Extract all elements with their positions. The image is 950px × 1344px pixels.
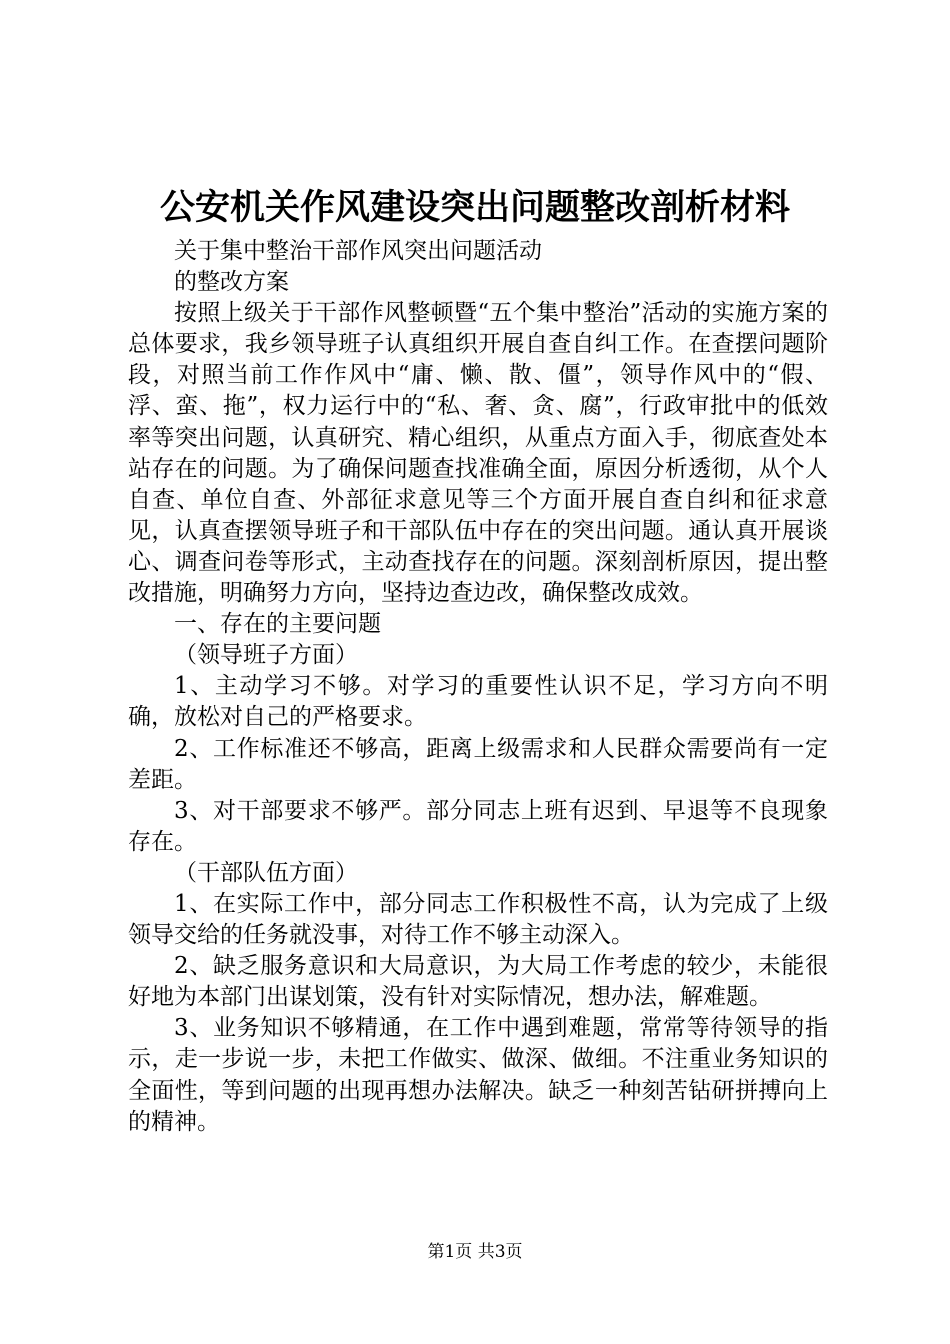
section-heading-main-problems: 一、存在的主要问题: [174, 611, 381, 638]
subsection-heading-cadres: （干部队伍方面）: [174, 859, 358, 886]
document-body: [128, 236, 828, 1138]
paragraph-cadres-item-2: 2、缺乏服务意识和大局意识，为大局工作考虑的较少，未能很好地为本部门出谋划策，没有针对实际情况，想办法，解难题。: [128, 953, 828, 1011]
paragraph-leadership-item-1: 1、主动学习不够。对学习的重要性认识不足，学习方向不明确，放松对自己的严格要求。: [128, 673, 828, 731]
subsection-heading-leadership: （领导班子方面）: [174, 642, 358, 669]
paragraph-cadres-item-1: 1、在实际工作中，部分同志工作积极性不高，认为完成了上级领导交给的任务就没事，对待工作不够主动深入。: [128, 890, 828, 949]
paragraph-leadership-item-3: 3、对干部要求不够严。部分同志上班有迟到、早退等不良现象存在。: [128, 797, 828, 855]
page-number-footer: 第1页 共3页: [427, 1242, 523, 1262]
document-title: 公安机关作风建设突出问题整改剖析材料: [159, 187, 790, 228]
subtitle-line-2: 的整改方案: [174, 269, 289, 296]
paragraph-intro: 按照上级关于干部作风整顿暨“五个集中整治”活动的实施方案的总体要求，我乡领导班子认真组织开展自查自纠工作。在查摆问题阶段，对照当前工作作风中“庸、懒、散、僵”，领导作风中的“假、浮、蛮、拖”，权力运行中的“私、奢、贪、腐”，行政审批中的低效率等突出问题，认真研究、精心组织，从重点方面入手，彻底查处本站存在的问题。为了确保问题查找准确全面，原因分析透彻，从个人自查、单位自查、外部征求意见等三个方面开展自查自纠和征求意见，认真查摆领导班子和干部队伍中存在的突出问题。通认真开展谈心、调查问卷等形式，主动查找存在的问题。深刻剖析原因，提出整改措施，明确努力方向，坚持边查边改，确保整改成效。: [128, 300, 828, 607]
subtitle-line-1: 关于集中整治干部作风突出问题活动: [174, 238, 542, 264]
paragraph-cadres-item-3: 3、业务知识不够精通，在工作中遇到难题，常常等待领导的指示，走一步说一步，未把工作做实、做深、做细。不注重业务知识的全面性，等到问题的出现再想办法解决。缺乏一种刻苦钻研拼搏向上的精神。: [128, 1015, 828, 1135]
paragraph-leadership-item-2: 2、工作标准还不够高，距离上级需求和人民群众需要尚有一定差距。: [128, 735, 828, 793]
